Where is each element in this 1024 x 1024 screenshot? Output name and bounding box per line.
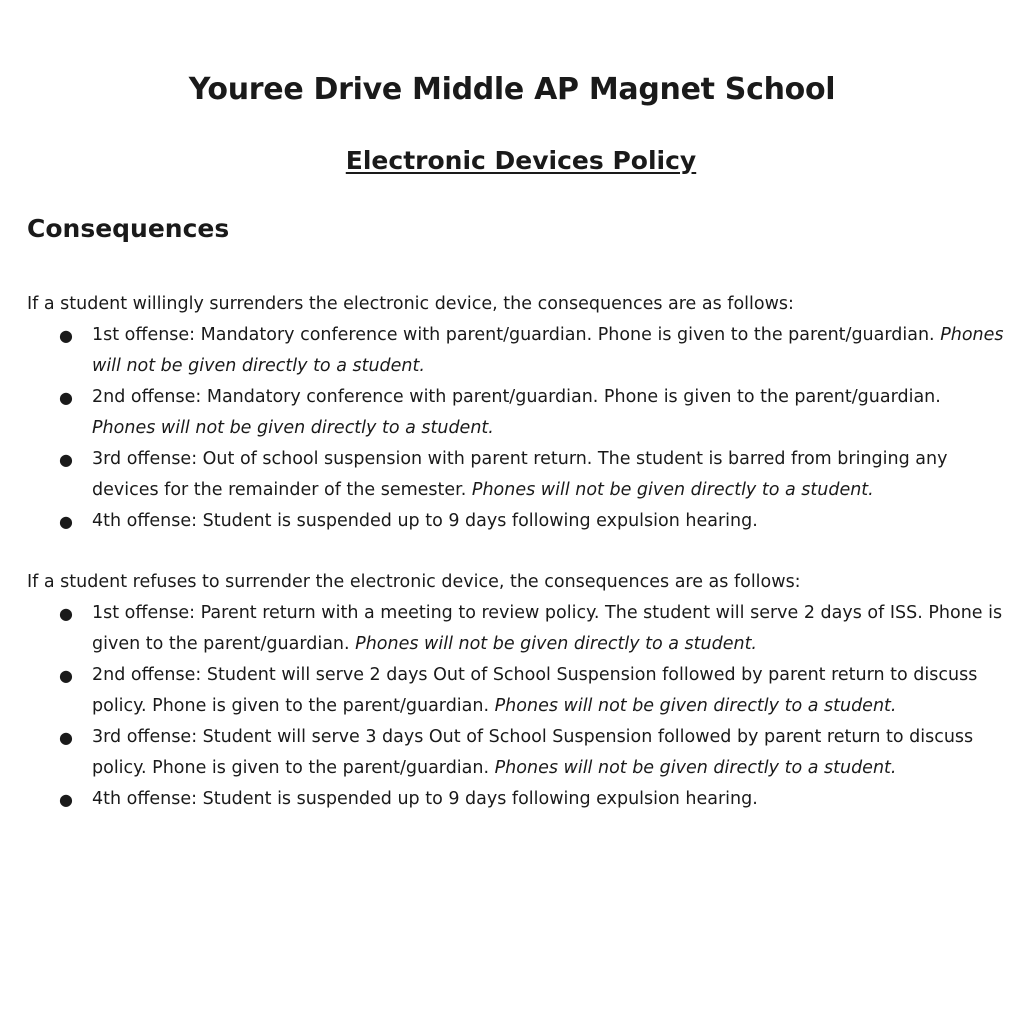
- surrender-offense-1: [59, 320, 1007, 382]
- bullet-icon: ●: [59, 512, 73, 531]
- policy-title: Electronic Devices Policy: [345, 146, 697, 175]
- offense-text: 1st offense: Parent return with a meeting to review policy. The student will serve 2 days of ISS. Phone is given to the parent/guardian.: [92, 603, 1003, 654]
- refuse-intro: If a student refuses to surrender the electronic device, the consequences are as follows:: [27, 572, 801, 592]
- refuse-offense-3: [59, 722, 1007, 784]
- refuse-offense-1: [59, 598, 1007, 660]
- bullet-icon: ●: [59, 728, 73, 747]
- surrender-offense-list: [27, 320, 1007, 537]
- offense-text: 2nd offense: Student will serve 2 days Out of School Suspension followed by parent return to discuss policy. Phone is given to the parent/guardian.: [92, 665, 978, 716]
- refuse-offense-list: [27, 598, 1007, 815]
- refuse-offense-4: [59, 784, 1007, 815]
- bullet-icon: ●: [59, 388, 73, 407]
- bullet-icon: ●: [59, 604, 73, 623]
- offense-note: Phones will not be given directly to a student.: [471, 480, 874, 500]
- school-title: Youree Drive Middle AP Magnet School: [188, 72, 836, 107]
- refuse-section: [27, 567, 1007, 815]
- offense-text: 2nd offense: Mandatory conference with parent/guardian. Phone is given to the parent/guardian.: [92, 387, 941, 407]
- surrender-offense-3: [59, 444, 1007, 506]
- surrender-intro: If a student willingly surrenders the electronic device, the consequences are as follows:: [27, 294, 794, 314]
- offense-text: 3rd offense: Student will serve 3 days Out of School Suspension followed by parent return to discuss policy. Phone is given to the parent/guardian.: [92, 727, 974, 778]
- surrender-offense-4: [59, 506, 1007, 537]
- bullet-icon: ●: [59, 666, 73, 685]
- offense-note: Phones will not be given directly to a student.: [92, 325, 1004, 376]
- offense-note: Phones will not be given directly to a student.: [92, 418, 494, 438]
- offense-text: 4th offense: Student is suspended up to 9 days following expulsion hearing.: [92, 789, 758, 809]
- surrender-offense-2: [59, 382, 1007, 444]
- bullet-icon: ●: [59, 326, 73, 345]
- section-heading-consequences: Consequences: [27, 214, 230, 243]
- surrender-section: [27, 289, 1007, 537]
- bullet-icon: ●: [59, 450, 73, 469]
- refuse-offense-2: [59, 660, 1007, 722]
- offense-note: Phones will not be given directly to a student.: [494, 758, 897, 778]
- bullet-icon: ●: [59, 790, 73, 809]
- offense-text: 4th offense: Student is suspended up to 9 days following expulsion hearing.: [92, 511, 758, 531]
- offense-note: Phones will not be given directly to a student.: [494, 696, 897, 716]
- offense-text: 3rd offense: Out of school suspension with parent return. The student is barred from bringing any devices for the remainder of the semester.: [92, 449, 948, 500]
- offense-note: Phones will not be given directly to a student.: [355, 634, 757, 654]
- offense-text: 1st offense: Mandatory conference with parent/guardian. Phone is given to the parent/guardian.: [92, 325, 935, 345]
